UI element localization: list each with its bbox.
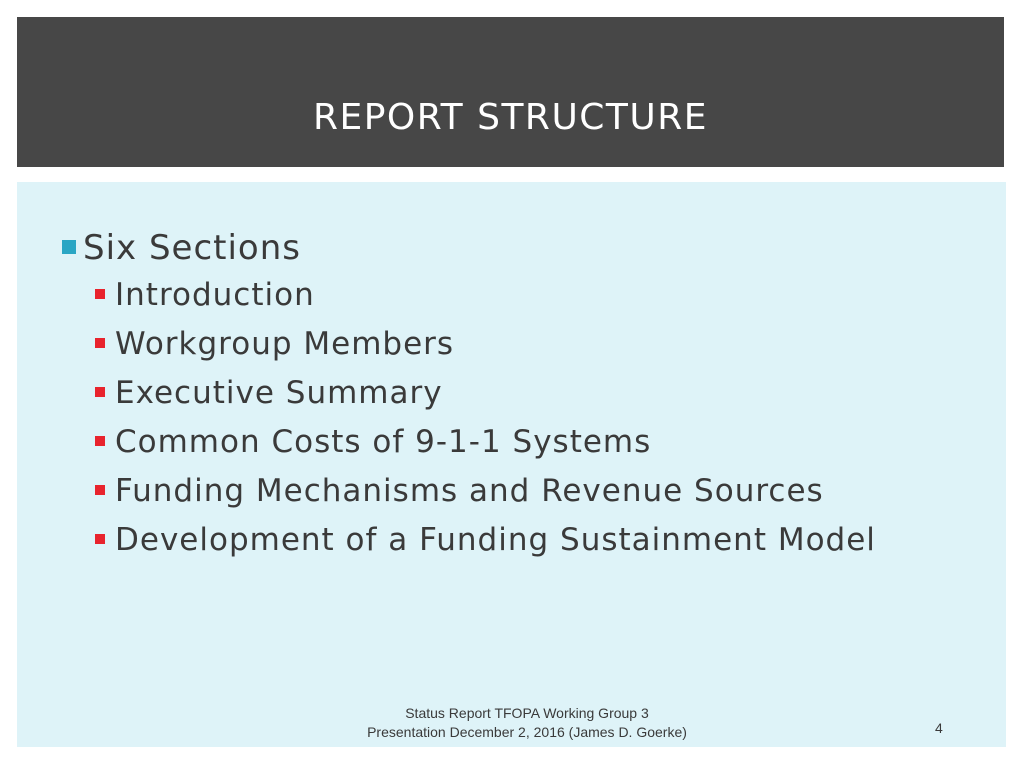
page-number: 4 <box>935 720 943 736</box>
bullet-list <box>61 227 876 565</box>
sub-bullet-label: Workgroup Members <box>115 326 455 362</box>
sub-bullet-introduction <box>93 271 876 320</box>
square-bullet-icon <box>95 387 105 397</box>
sub-bullet-label: Funding Mechanisms and Revenue Sources <box>115 473 824 509</box>
sub-bullet-executive-summary <box>93 369 876 418</box>
content-panel <box>17 182 1006 747</box>
sub-bullet-list <box>61 271 876 565</box>
level1-label: Six Sections <box>83 228 301 268</box>
sub-bullet-label: Executive Summary <box>115 375 443 411</box>
square-bullet-icon <box>95 289 105 299</box>
bullet-item-six-sections <box>61 227 876 565</box>
square-bullet-icon <box>62 240 76 254</box>
title-banner <box>17 17 1004 167</box>
sub-bullet-funding-sustainment-model <box>93 516 876 565</box>
sub-bullet-label: Common Costs of 9-1-1 Systems <box>115 424 652 460</box>
square-bullet-icon <box>95 534 105 544</box>
slide-footer <box>317 704 737 742</box>
level1-bullet <box>61 227 876 271</box>
sub-bullet-common-costs <box>93 418 876 467</box>
footer-line-2: Presentation December 2, 2016 (James D. Goerke) <box>367 724 687 740</box>
slide-title: REPORT STRUCTURE <box>312 97 709 138</box>
sub-bullet-funding-mechanisms <box>93 467 876 516</box>
sub-bullet-workgroup-members <box>93 320 876 369</box>
square-bullet-icon <box>95 485 105 495</box>
square-bullet-icon <box>95 436 105 446</box>
square-bullet-icon <box>95 338 105 348</box>
footer-line-1: Status Report TFOPA Working Group 3 <box>405 705 649 721</box>
sub-bullet-label: Introduction <box>115 277 315 313</box>
sub-bullet-label: Development of a Funding Sustainment Model <box>115 522 876 558</box>
